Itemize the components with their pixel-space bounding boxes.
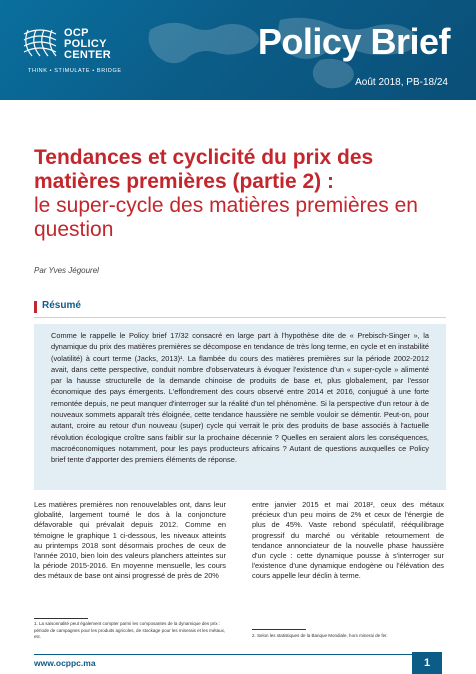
resume-text: Comme le rappelle le Policy brief 17/32 consacré en large part à l'hypothèse dite de « Prebisch-Singer », la dynamique du prix des matières premières se décompose en tendance de très long terme, en cycle et en instabilité (volatilité) à court terme (Jacks, 2013)¹. La flambée du cours des matières premières sur la période 2002-2012 avait, dans cette perspective, conduit nombre d'observateurs à évoquer l'existence d'un « super-cycle » alimenté par la hausse structurelle de la demande chinoise de produits de base et, plus globalement, par l'essor économique des pays émergents. L'effondrement des cours observé entre 2014 et 2016, conjugué à une forte remontée depuis, ne peut manquer d'interroger sur la réalité d'un tel phénomène. Si la perspective d'un retour à de nouveaux sommets apparaît très éloignée, cette tendance haussière ne semble vouloir se démentir. Peut-on, pour autant, croire au retour d'un nouveau (super) cycle qui verrait le prix des produits de base associés à l'actuelle révolution écologique croître sans faiblir sur la prochaine décennie ? Quelles en seraient alors les conséquences, macroéconomiques notamment, pour les pays producteurs africains ? Autant de questions auxquelles ce Policy brief tente d'apporter des premiers éléments de réponse. bbox=[51, 331, 429, 465]
body-column-right: entre janvier 2015 et mai 2018², ceux des métaux précieux d'un peu moins de 2% et ceux de l'énergie de plus de 45%. Vaste rebond spéculatif, rééquilibrage progressif du marché ou véritable retournement de tendance annonciateur de la nouvelle phase haussière d'un cycle : cette dynamique pousse à s'interroger sur l'existence d'une dynamique endogène ou l'élévation des cours appelle leur déclin à terme. bbox=[252, 500, 444, 581]
title-subtitle-part: le super-cycle des matières premières en question bbox=[34, 194, 418, 241]
header-band bbox=[0, 0, 476, 100]
logo-line-center: CENTER bbox=[64, 49, 112, 61]
logo-line-policy: POLICY bbox=[64, 38, 107, 50]
logo-tagline: THINK • STIMULATE • BRIDGE bbox=[28, 68, 122, 74]
accent-bar bbox=[34, 301, 37, 313]
footnote-rule-right bbox=[252, 629, 306, 630]
globe-mesh-icon bbox=[22, 28, 58, 58]
publication-date: Août 2018, PB-18/24 bbox=[355, 77, 448, 88]
footer-website-link[interactable]: www.ocppc.ma bbox=[34, 658, 96, 668]
title-bold-part: Tendances et cyclicité du prix des matières premières (partie 2) : bbox=[34, 146, 374, 193]
body-column-left: Les matières premières non renouvelables ont, dans leur globalité, largement tourné le dos à la conjoncture défavorable qui prévalait depuis 2012. Comme en témoigne le graphique 1 ci-dessous, les niveaux atteints au printemps 2018 sont désormais proches de ceux de l'année 2010, bien loin des valeurs planchers atteintes sur la période 2015-2016. En moyenne mensuelle, les cours des métaux de base ont ainsi progressé de près de 20% bbox=[34, 500, 226, 581]
footer-divider bbox=[34, 654, 412, 655]
footnote-rule-left bbox=[34, 618, 88, 619]
page-number: 1 bbox=[412, 652, 442, 674]
resume-label: Résumé bbox=[42, 300, 81, 311]
resume-divider bbox=[34, 317, 446, 318]
logo-wordmark bbox=[64, 28, 111, 61]
footnote-1: 1. La saisonnalité peut également compter parmi les composantes de la dynamique des prix : période de campagnes pour les produits agricoles, de stockage pour les minerais et les métaux, etc. bbox=[34, 621, 226, 640]
author-byline: Par Yves Jégourel bbox=[34, 266, 99, 275]
resume-box bbox=[34, 324, 446, 490]
series-title: Policy Brief bbox=[257, 21, 450, 62]
footnote-2: 2. Selon les statistiques de la Banque Mondiale, hors minerai de fer. bbox=[252, 633, 388, 638]
logo-line-ocp: OCP bbox=[64, 27, 89, 39]
document-title bbox=[34, 146, 454, 242]
ocp-policy-center-logo bbox=[22, 22, 132, 82]
